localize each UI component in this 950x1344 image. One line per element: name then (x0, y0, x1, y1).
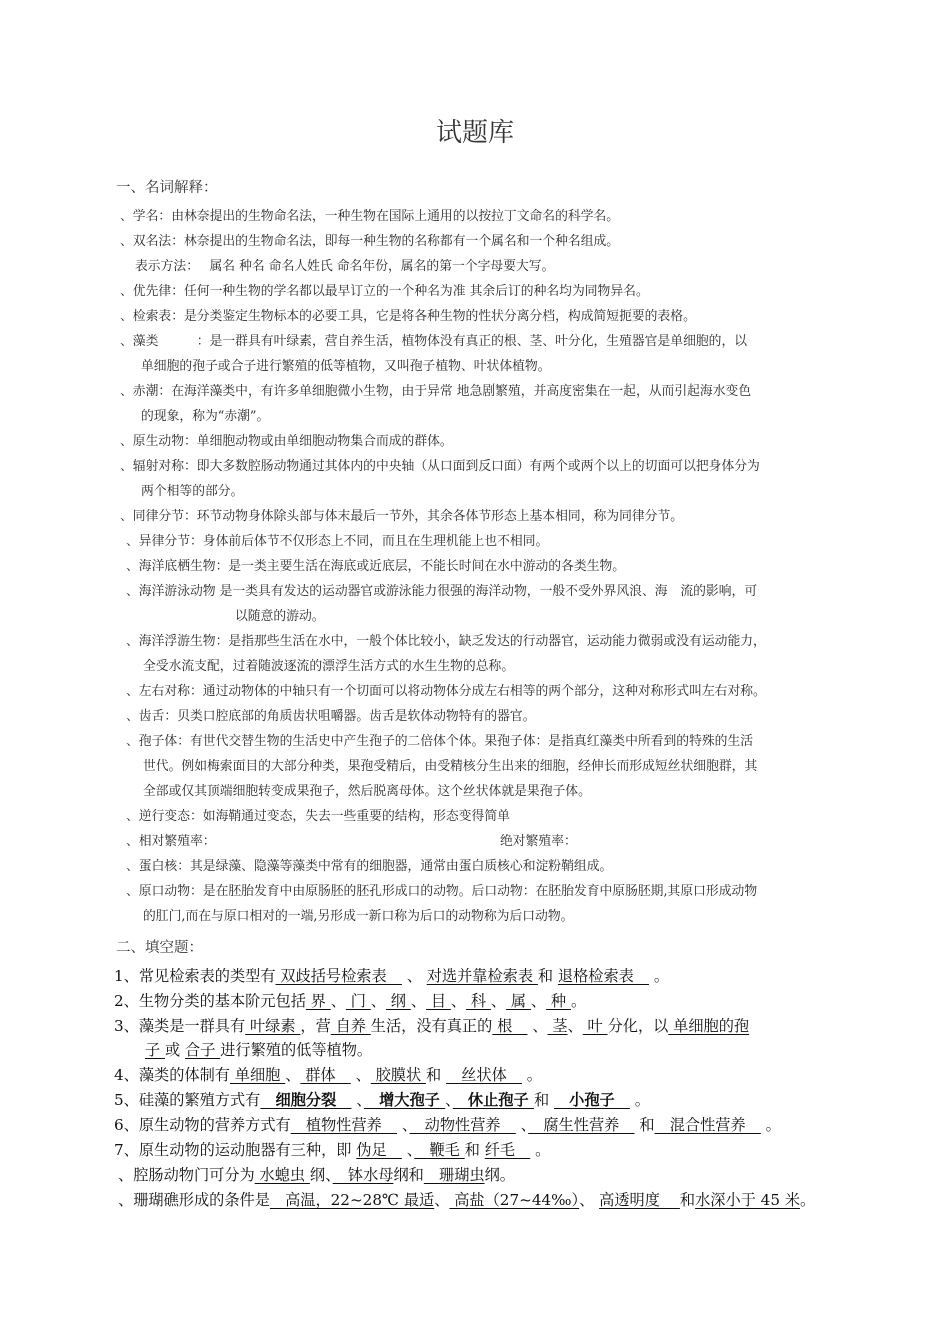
answer-blank: 胶膜状 (370, 1066, 427, 1084)
def-line: 、逆行变态：如海鞘通过变态，失去一些重要的结构，形态变得简单 (126, 809, 510, 824)
answer-blank: 钵水母 (332, 1166, 394, 1184)
question-3-continued: 子 或 合子 进行繁殖的低等植物。 (145, 1041, 373, 1059)
answer-blank: 单细胞 (229, 1066, 286, 1084)
answer-blank: 鞭毛 (414, 1141, 465, 1159)
answer-blank: 目 (426, 992, 451, 1010)
def-line: 、蛋白核：其是绿藻、隐藻等藻类中常有的细胞器，通常由蛋白质核心和淀粉鞘组成。 (126, 859, 613, 874)
answer-blank: 高温，22~28℃ 最适 (269, 1191, 435, 1209)
def-line: 、海洋底栖生物：是一类主要生活在海底或近底层，不能长时间在水中游动的各类生物。 (126, 559, 626, 574)
answer-blank: 叶 (582, 1017, 608, 1035)
def-line: 、检索表：是分类鉴定生物标本的必要工具，它是将各种生物的性状分离分档，构成简短扼要的表格。 (120, 309, 696, 324)
question-8: 、腔肠动物门可分为 水螅虫 纲、 钵水母纲和 珊瑚虫纲。 (118, 1166, 515, 1184)
def-line: 两个相等的部分。 (141, 484, 244, 499)
def-line: 、异律分节：身体前后体节不仅形态上不同，而且在生理机能上也不相同。 (126, 534, 549, 549)
answer-blank: 纤毛 (484, 1141, 531, 1159)
answer-blank: 双歧括号检索表 (275, 967, 402, 985)
answer-blank: 合子 (185, 1041, 221, 1059)
def-line: 、海洋游泳动物 是一类具有发达的运动器官或游泳能力很强的海洋动物，一般不受外界风浪、海 流的影响，可 (126, 584, 758, 599)
def-line: 、优先律：任何一种生物的学名都以最早订立的一个种名为准 其余后订的种名均为同物异名。 (120, 284, 649, 299)
answer-blank: 混合性营养 (654, 1116, 761, 1134)
section-heading-fill-in: 二、填空题： (116, 940, 203, 956)
answer-blank: 水螅虫 (254, 1166, 310, 1184)
answer-blank: 高盐（27~44‰） (449, 1191, 580, 1209)
answer-blank: 种 (546, 992, 571, 1010)
answer-blank: 伪足 (356, 1141, 402, 1159)
question-5: 5、硅藻的繁殖方式有 细胞分裂 、 增大孢子 、 休止孢子 和 小孢子 。 (114, 1091, 650, 1109)
def-line: 、原生动物：单细胞动物或由单细胞动物集合而成的群体。 (120, 434, 453, 449)
question-4: 4、藻类的体制有 单细胞 、 群体 、 胶膜状 和 丝状体 。 (114, 1066, 542, 1084)
def-line: 、赤潮：在海洋藻类中，有许多单细胞微小生物，由于异常 地急剧繁殖，并高度密集在一起，从而引起海水变色 (120, 384, 752, 399)
def-line: 全部或仅其顶端细胞转变成果孢子，然后脱离母体。这个丝状体就是果孢子体。 (143, 784, 591, 799)
question-3: 3、藻类是一群具有 叶绿素 ，营 自养 生活，没有真正的 根 、 茎、 叶 分化，以 单细胞的孢 (114, 1017, 750, 1035)
def-line: 、海洋浮游生物：是指那些生活在水中，一般个体比较小，缺乏发达的行动器官，运动能力微弱或没有运动能力， (126, 634, 766, 649)
def-line: 表示方法： 属名 种名 命名人姓氏 命名年份，属名的第一个字母要大写。 (135, 259, 555, 274)
def-line: 世代。例如梅索面目的大部分种类，果孢受精后，由受精核分生出来的细胞，经伸长而形成短丝状细胞群，其 (143, 759, 758, 774)
answer-blank: 门 (345, 992, 371, 1010)
page-title: 试题库 (435, 118, 514, 148)
def-line: 以随意的游动。 (235, 609, 325, 624)
answer-blank: 叶绿素 (245, 1017, 301, 1035)
def-line: 、原口动物：是在胚胎发育中由原肠胚的胚孔形成口的动物。后口动物：在胚胎发育中原肠胚期,其原口形成动物 (126, 884, 758, 899)
answer-blank: 茎 (547, 1017, 568, 1035)
answer-blank: 腐生性营养 (528, 1116, 635, 1134)
def-line: 、藻类 ：是一群具有叶绿素，营自养生活，植物体没有真正的根、茎、叶分化，生殖器官是单细胞的，以 (120, 334, 748, 349)
answer-blank: 子 (145, 1041, 166, 1059)
answer-blank: 珊瑚虫 (423, 1166, 485, 1184)
answer-blank: 科 (466, 992, 491, 1010)
answer-blank: 丝状体 (446, 1066, 522, 1084)
answer-blank: 属 (506, 992, 531, 1010)
answer-blank: 植物性营养 (290, 1116, 398, 1134)
answer-blank: 根 (492, 1017, 528, 1035)
def-line: 绝对繁殖率： (500, 834, 577, 849)
answer-blank: 单细胞的孢 (668, 1017, 750, 1035)
def-line: 、孢子体：有世代交替生物的生活史中产生孢子的二倍体个体。果孢子体：是指真红藻类中所看到的特殊的生活 (126, 734, 754, 749)
def-line: 、相对繁殖率： (126, 834, 216, 849)
def-line: 、同律分节：环节动物身体除头部与体末最后一节外，其余各体节形态上基本相同，称为同律分节。 (120, 509, 684, 524)
def-line: 的现象，称为“赤潮”。 (141, 409, 270, 424)
answer-blank: 细胞分裂 (260, 1091, 352, 1109)
answer-blank: 退格检索表 (557, 967, 649, 985)
answer-blank: 界 (305, 992, 331, 1010)
answer-blank: 群体 (300, 1066, 351, 1084)
def-line: 、辐射对称：即大多数腔肠动物通过其体内的中央轴（从口面到反口面）有两个或两个以上的切面可以把身体分为 (120, 459, 760, 474)
question-9: 、珊瑚礁形成的条件是 高温，22~28℃ 最适、 高盐（27~44‰）、 高透明度 和水深小于 45 米。 (118, 1191, 816, 1209)
def-line: 的肛门,而在与原口相对的一端,另形成一新口称为后口的动物称为后口动物。 (143, 909, 574, 924)
def-line: 全受水流支配，过着随波逐流的漂浮生活方式的水生生物的总称。 (143, 659, 515, 674)
def-line: 、左右对称：通过动物体的中轴只有一个切面可以将动物体分成左右相等的两个部分，这种对称形式叫左右对称。 (126, 684, 766, 699)
section-heading-definitions: 一、名词解释： (116, 180, 218, 196)
answer-blank: 增大孢子 (363, 1091, 446, 1109)
answer-blank: 高透明度 (599, 1191, 680, 1209)
answer-blank: 动物性营养 (409, 1116, 516, 1134)
def-line: 、双名法：林奈提出的生物命名法，即每一种生物的名称都有一个属名和一个种名组成。 (120, 234, 620, 249)
def-line: 单细胞的孢子或合子进行繁殖的低等植物，又叫孢子植物、叶状体植物。 (141, 359, 551, 374)
question-2: 2、生物分类的基本阶元包括 界 、 门 、 纲 、 目 、 科 、 属 、 种 。 (114, 992, 587, 1010)
answer-blank: 纲 (385, 992, 411, 1010)
answer-blank: 休止孢子 (452, 1091, 534, 1109)
question-7: 7、原生动物的运动胞器有三种，即 伪足 、 鞭毛 和 纤毛 。 (114, 1141, 551, 1159)
answer-blank: 对选并靠检索表 (426, 967, 538, 985)
def-line: 、学名：由林奈提出的生物命名法，一种生物在国际上通用的以按拉丁文命名的科学名。 (120, 209, 620, 224)
answer-blank: 水深小于 45 米 (695, 1191, 801, 1209)
answer-blank: 小孢子 (553, 1091, 630, 1109)
question-1: 1、常见检索表的类型有 双歧括号检索表 、 对选并靠检索表 和 退格检索表 。 (114, 967, 670, 985)
def-line: 、齿舌：贝类口腔底部的角质齿状咀嚼器。齿舌是软体动物特有的器官。 (126, 709, 536, 724)
answer-blank: 自养 (330, 1017, 371, 1035)
question-6: 6、原生动物的营养方式有 植物性营养 、 动物性营养 、 腐生性营养 和 混合性营养 。 (114, 1116, 781, 1134)
